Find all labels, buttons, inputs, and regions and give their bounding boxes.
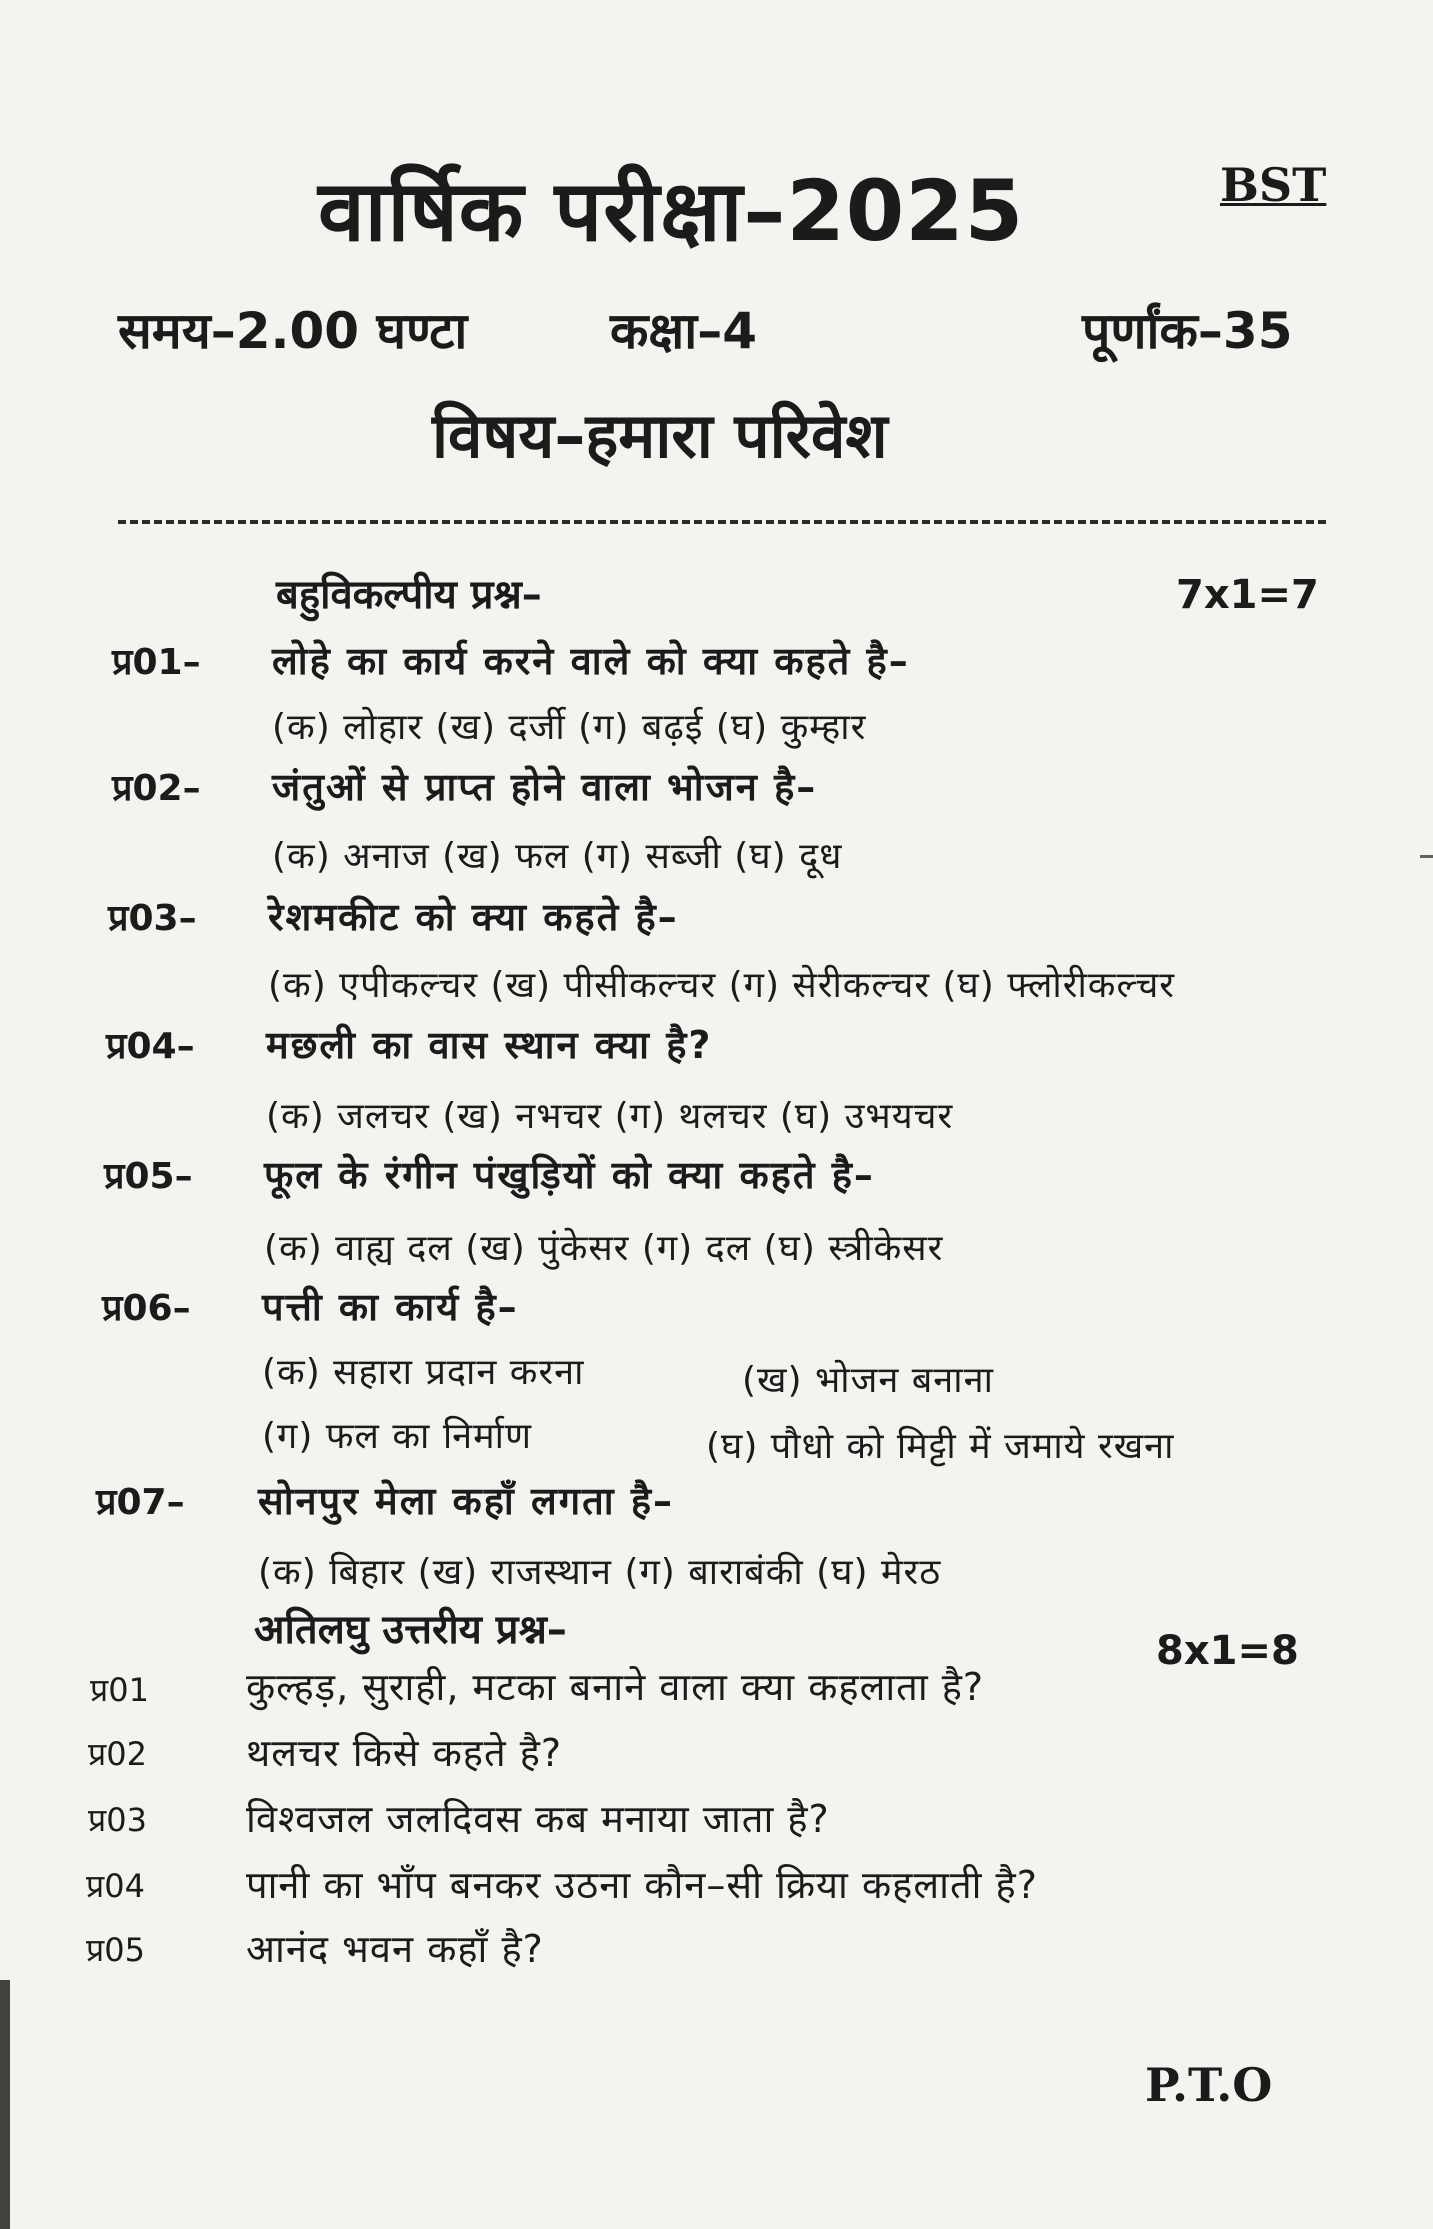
exam-title: वार्षिक परीक्षा–2025 xyxy=(318,162,1025,260)
paper-code: BST xyxy=(1220,158,1327,212)
dashed-divider xyxy=(118,520,1326,524)
scan-edge-mark xyxy=(1420,855,1433,858)
exam-class: कक्षा–4 xyxy=(610,302,757,360)
short-question-number: प्र03 xyxy=(88,1801,147,1839)
mcq-question-number: प्र02– xyxy=(112,768,201,809)
short-section-marks: 8x1=8 xyxy=(1156,1628,1299,1674)
short-question-text: आनंद भवन कहाँ है? xyxy=(246,1927,544,1971)
mcq-section-title: बहुविकल्पीय प्रश्न– xyxy=(276,572,542,618)
short-question-text: विश्वजल जलदिवस कब मनाया जाता है? xyxy=(246,1797,830,1841)
mcq-question-number: प्र07– xyxy=(96,1482,185,1523)
mcq-question-number: प्र06– xyxy=(102,1288,191,1329)
short-question-text: कुल्हड़, सुराही, मटका बनाने वाला क्या कहलाता है? xyxy=(246,1665,985,1709)
short-question-number: प्र01 xyxy=(90,1671,149,1709)
mcq-question-text: लोहे का कार्य करने वाले को क्या कहते है– xyxy=(272,639,910,683)
mcq-question-text: पत्ती का कार्य है– xyxy=(262,1285,519,1329)
short-question-text: थलचर किसे कहते है? xyxy=(246,1731,563,1775)
mcq-question-text: जंतुओं से प्राप्त होने वाला भोजन है– xyxy=(272,765,818,809)
short-question-number: प्र05 xyxy=(86,1931,145,1969)
mcq-question-number: प्र01– xyxy=(112,642,201,683)
max-marks: पूर्णांक–35 xyxy=(1082,302,1293,360)
short-question-number: प्र02 xyxy=(88,1735,147,1773)
short-question-number: प्र04 xyxy=(86,1867,145,1905)
mcq-question-text: मछली का वास स्थान क्या है? xyxy=(266,1023,713,1067)
mcq-option-b: (ख) भोजन बनाना xyxy=(742,1360,994,1401)
mcq-question-number: प्र05– xyxy=(104,1156,193,1197)
mcq-options: (क) बिहार (ख) राजस्थान (ग) बाराबंकी (घ) मेरठ xyxy=(258,1552,942,1593)
mcq-question-text: फूल के रंगीन पंखुड़ियों को क्या कहते है– xyxy=(264,1153,875,1197)
short-question-text: पानी का भाँप बनकर उठना कौन–सी क्रिया कहलाती है? xyxy=(246,1863,1038,1907)
mcq-question-number: प्र03– xyxy=(108,898,197,939)
exam-duration: समय–2.00 घण्टा xyxy=(118,302,468,360)
mcq-options: (क) वाह्य दल (ख) पुंकेसर (ग) दल (घ) स्त्रीकेसर xyxy=(264,1228,944,1269)
mcq-question-text: सोनपुर मेला कहाँ लगता है– xyxy=(258,1479,675,1523)
mcq-option-a: (क) सहारा प्रदान करना xyxy=(262,1352,585,1393)
exam-subject: विषय–हमारा परिवेश xyxy=(432,399,888,472)
mcq-options: (क) अनाज (ख) फल (ग) सब्जी (घ) दूध xyxy=(272,836,843,877)
please-turn-over: P.T.O xyxy=(1145,2058,1273,2112)
mcq-option-d: (घ) पौधो को मिट्टी में जमाये रखना xyxy=(706,1426,1175,1467)
mcq-options: (क) एपीकल्चर (ख) पीसीकल्चर (ग) सेरीकल्चर (घ) फ्लोरीकल्चर xyxy=(268,965,1176,1006)
scan-edge-shadow xyxy=(0,1980,10,2229)
short-section-title: अतिलघु उत्तरीय प्रश्न– xyxy=(254,1607,567,1653)
mcq-question-text: रेशमकीट को क्या कहते है– xyxy=(268,895,679,939)
mcq-section-marks: 7x1=7 xyxy=(1176,572,1319,618)
mcq-options: (क) जलचर (ख) नभचर (ग) थलचर (घ) उभयचर xyxy=(266,1096,954,1137)
mcq-option-c: (ग) फल का निर्माण xyxy=(262,1416,533,1457)
mcq-question-number: प्र04– xyxy=(106,1026,195,1067)
mcq-options: (क) लोहार (ख) दर्जी (ग) बढ़ई (घ) कुम्हार xyxy=(272,707,867,748)
